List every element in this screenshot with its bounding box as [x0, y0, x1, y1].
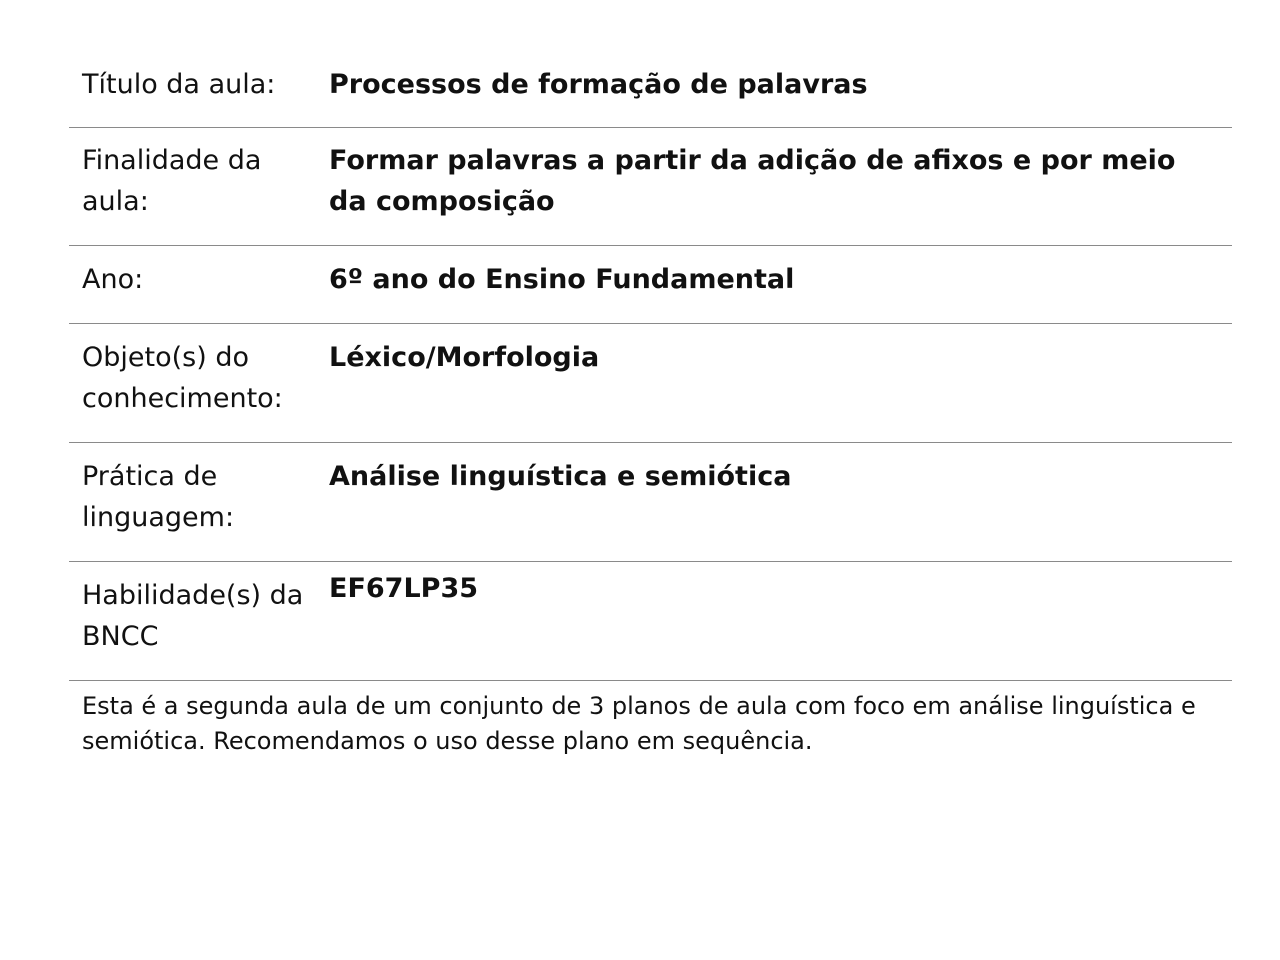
lesson-info-table	[69, 52, 1232, 681]
row-objeto	[69, 324, 1232, 443]
row-label: Habilidade(s) da BNCC	[82, 580, 304, 652]
row-label: Objeto(s) do conhecimento:	[82, 342, 283, 414]
row-finalidade	[69, 128, 1232, 246]
row-ano	[69, 246, 1232, 324]
row-value: Processos de formação de palavras	[329, 69, 868, 100]
row-label: Finalidade da aula:	[82, 145, 262, 217]
row-pratica	[69, 443, 1232, 562]
row-titulo	[69, 52, 1232, 128]
row-value: Léxico/Morfologia	[329, 342, 600, 373]
row-label: Prática de linguagem:	[82, 461, 235, 533]
row-label: Ano:	[82, 264, 144, 295]
row-value: Formar palavras a partir da adição de afixos e por meio da composição	[329, 145, 1176, 217]
row-label: Título da aula:	[82, 69, 276, 100]
row-habilidade	[69, 562, 1232, 681]
row-value: 6º ano do Ensino Fundamental	[329, 264, 795, 295]
lesson-note: Esta é a segunda aula de um conjunto de 3 planos de aula com foco em análise linguística e semiótica. Recomendamos o uso desse plano em sequência.	[82, 692, 1196, 755]
row-value: Análise linguística e semiótica	[329, 461, 792, 492]
row-value: EF67LP35	[329, 573, 479, 604]
